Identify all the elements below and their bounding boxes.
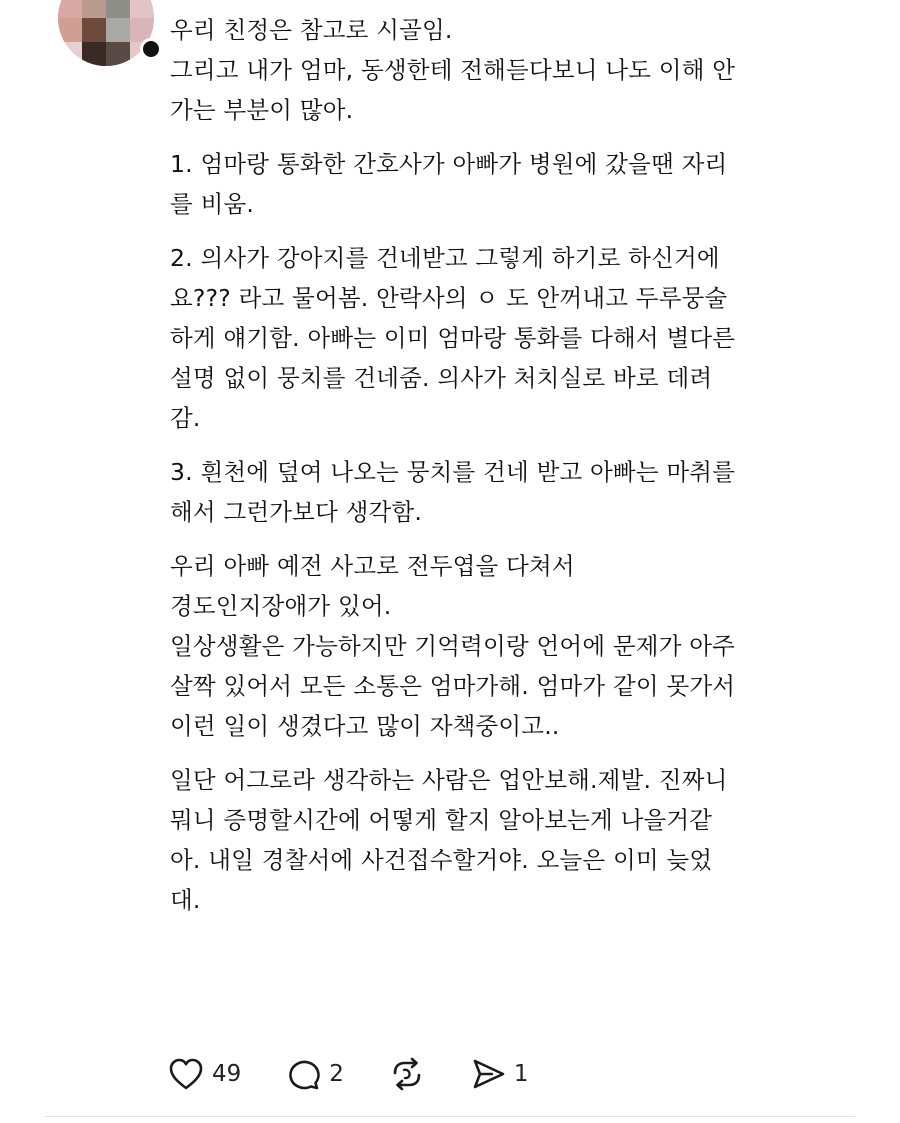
post-line: 살짝 있어서 모든 소통은 엄마가해. 엄마가 같이 못가서 (170, 672, 736, 700)
post-paragraph (170, 144, 860, 224)
repost-button[interactable] (388, 1057, 426, 1091)
post-line: 우리 친정은 참고로 시골임. (170, 16, 453, 44)
post-line: 하게 얘기함. 아빠는 이미 엄마랑 통화를 다해서 별다른 (170, 324, 736, 352)
post-body (170, 10, 860, 920)
post-line: 일상생활은 가능하지만 기억력이랑 언어에 문제가 아주 (170, 632, 736, 660)
post-paragraph (170, 10, 860, 130)
avatar[interactable] (58, 0, 154, 66)
avatar-status-dot (140, 38, 162, 60)
post-line: 1. 엄마랑 통화한 간호사가 아빠가 병원에 갔을땐 자리 (170, 150, 728, 178)
post-line: 뭐니 증명할시간에 어떻게 할지 알아보는게 나을거같 (170, 806, 713, 834)
like-button[interactable] (168, 1057, 241, 1091)
post-divider (45, 1116, 855, 1117)
comment-bubble-icon (285, 1057, 321, 1091)
post-line: 경도인지장애가 있어. (170, 592, 392, 620)
post-line: 대. (170, 886, 201, 914)
repost-icon (388, 1057, 426, 1091)
reply-count: 2 (329, 1061, 344, 1087)
post-line: 2. 의사가 강아지를 건네받고 그렇게 하기로 하신거에 (170, 244, 720, 272)
heart-icon (168, 1057, 204, 1091)
post-paragraph (170, 452, 860, 532)
post-paragraph (170, 760, 860, 920)
post-line: 그리고 내가 엄마, 동생한테 전해듣다보니 나도 이해 안 (170, 56, 736, 84)
post-line: 우리 아빠 예전 사고로 전두엽을 다쳐서 (170, 552, 575, 580)
like-count: 49 (212, 1061, 242, 1087)
send-icon (470, 1057, 506, 1091)
post-line: 해서 그런가보다 생각함. (170, 498, 423, 526)
post-line: 아. 내일 경찰서에 사건접수할거야. 오늘은 이미 늦었 (170, 846, 713, 874)
post-line: 를 비움. (170, 190, 255, 218)
post-line: 감. (170, 404, 201, 432)
post-actions (168, 1052, 573, 1096)
post-paragraph (170, 238, 860, 438)
reply-button[interactable] (285, 1057, 344, 1091)
post-line: 3. 흰천에 덮여 나오는 뭉치를 건네 받고 아빠는 마취를 (170, 458, 736, 486)
post-line: 요??? 라고 물어봄. 안락사의 ㅇ 도 안꺼내고 두루뭉술 (170, 284, 728, 312)
post-line: 가는 부분이 많아. (170, 96, 354, 124)
share-button[interactable] (470, 1057, 529, 1091)
share-count: 1 (513, 1061, 529, 1087)
post-line: 이런 일이 생겼다고 많이 자책중이고.. (170, 712, 560, 740)
post-line: 설명 없이 뭉치를 건네줌. 의사가 처치실로 바로 데려 (170, 364, 713, 392)
post-line: 일단 어그로라 생각하는 사람은 업안보해.제발. 진짜니 (170, 766, 728, 794)
post-paragraph (170, 546, 860, 746)
